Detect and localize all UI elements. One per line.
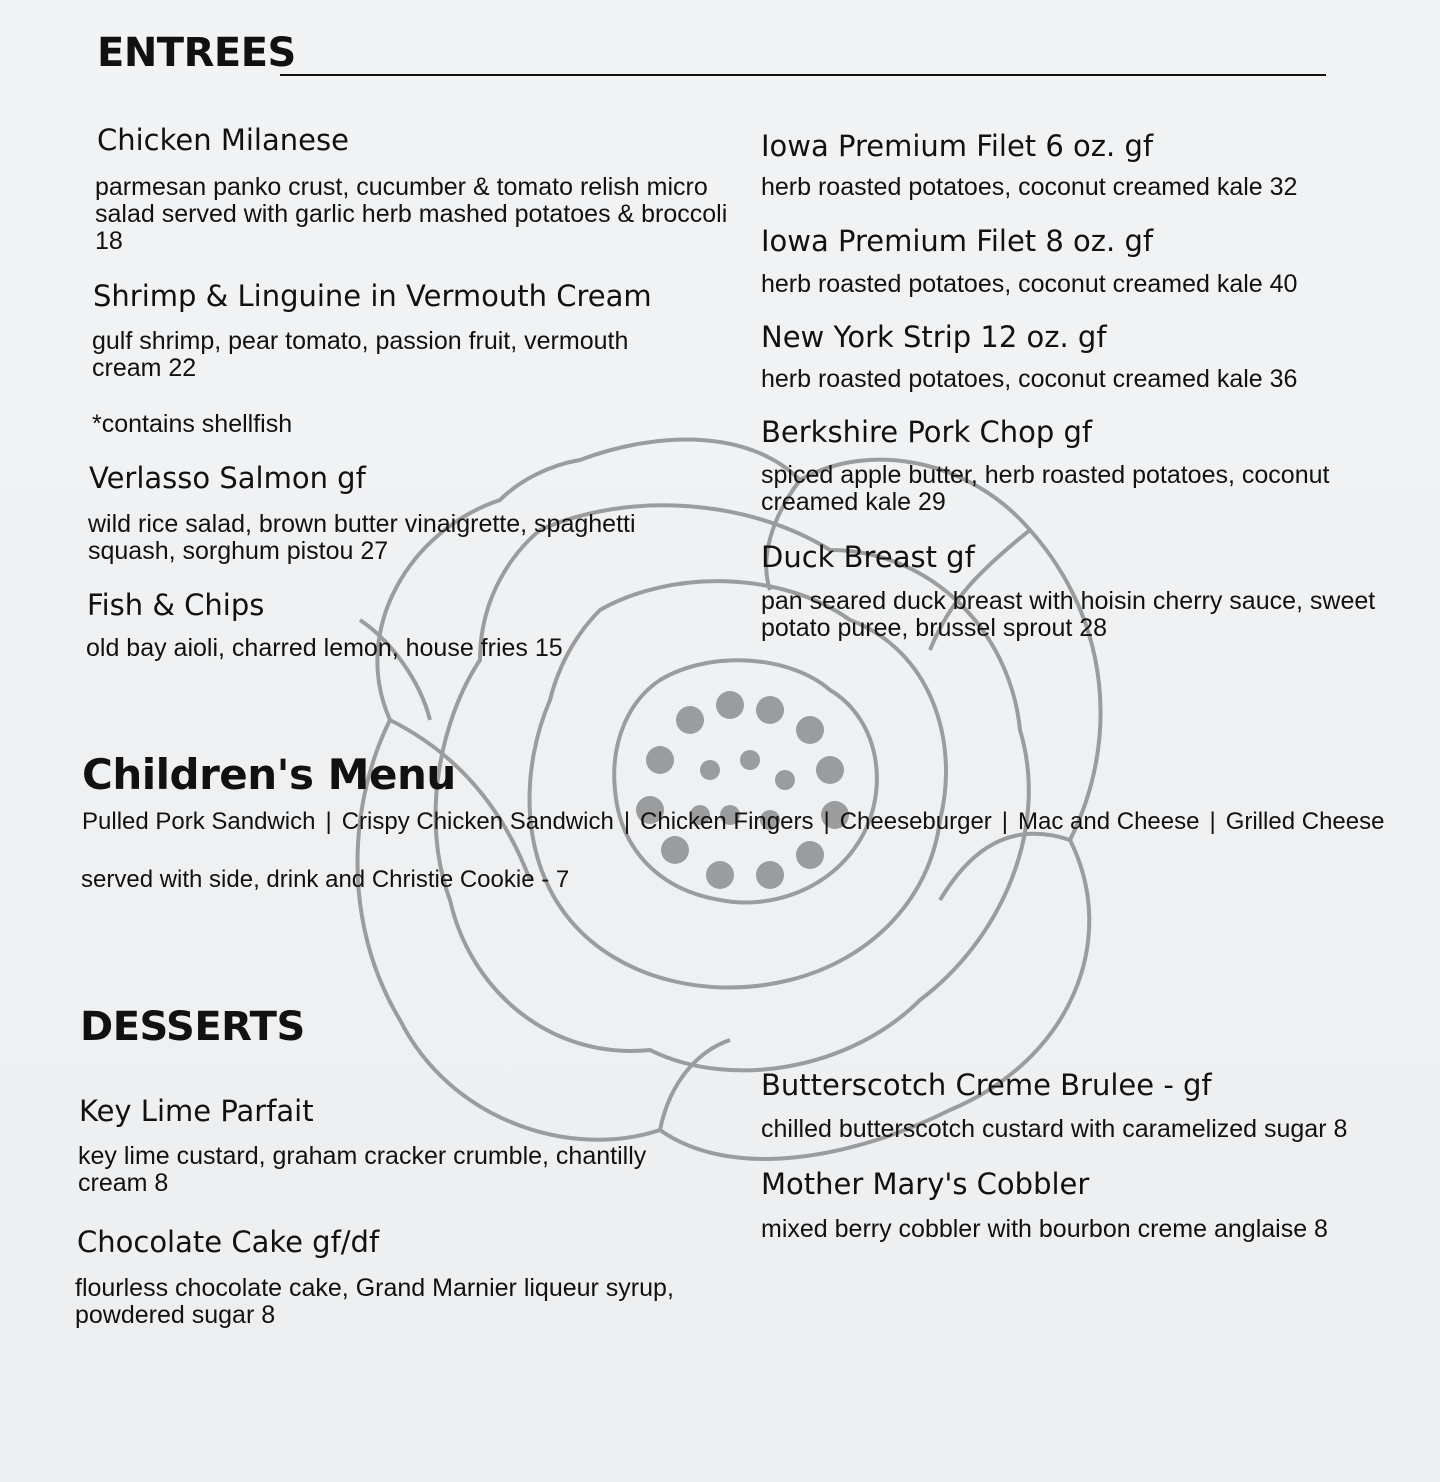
entree-name: Shrimp & Linguine in Vermouth Cream xyxy=(93,279,652,313)
dessert-desc: flourless chocolate cake, Grand Marnier liqueur syrup, powdered sugar 8 xyxy=(75,1274,674,1329)
entree-name: Duck Breast gf xyxy=(761,540,975,574)
dessert-name: Chocolate Cake gf/df xyxy=(77,1225,380,1259)
entree-desc: herb roasted potatoes, coconut creamed kale 36 xyxy=(761,365,1298,393)
entree-name: Iowa Premium Filet 6 oz. gf xyxy=(761,129,1154,163)
entree-name: Verlasso Salmon gf xyxy=(89,461,366,495)
entree-desc: old bay aioli, charred lemon, house fries 15 xyxy=(86,634,563,662)
entree-desc: spiced apple butter, herb roasted potatoes, coconut creamed kale 29 xyxy=(761,461,1330,516)
kids-item: Chicken Fingers xyxy=(640,808,814,835)
allergen-note: *contains shellfish xyxy=(92,410,293,438)
dessert-name: Butterscotch Creme Brulee - gf xyxy=(761,1068,1212,1102)
entrees-divider xyxy=(280,74,1326,76)
dessert-desc: chilled butterscotch custard with caramelized sugar 8 xyxy=(761,1115,1348,1143)
entree-name: Berkshire Pork Chop gf xyxy=(761,415,1093,449)
entree-name: New York Strip 12 oz. gf xyxy=(761,320,1107,354)
childrens-menu-note: served with side, drink and Christie Cookie - 7 xyxy=(81,866,570,893)
dessert-desc: mixed berry cobbler with bourbon creme anglaise 8 xyxy=(761,1215,1328,1243)
childrens-menu-items: Pulled Pork Sandwich | Crispy Chicken Sandwich | Chicken Fingers | Cheeseburger | Mac and Cheese | Grilled Cheese xyxy=(82,808,1385,835)
kids-item: Cheeseburger xyxy=(839,808,992,835)
entree-name: Fish & Chips xyxy=(87,588,265,622)
childrens-menu-heading: Children's Menu xyxy=(82,750,456,799)
dessert-desc: key lime custard, graham cracker crumble, chantilly cream 8 xyxy=(78,1142,647,1197)
entree-name: Iowa Premium Filet 8 oz. gf xyxy=(761,224,1154,258)
entree-desc: herb roasted potatoes, coconut creamed kale 32 xyxy=(761,173,1298,201)
kids-item: Crispy Chicken Sandwich xyxy=(341,808,614,835)
kids-item: Pulled Pork Sandwich xyxy=(82,808,316,835)
dessert-name: Key Lime Parfait xyxy=(79,1094,314,1128)
entree-desc: pan seared duck breast with hoisin cherry sauce, sweet potato puree, brussel sprout 28 xyxy=(761,587,1376,642)
dessert-name: Mother Mary's Cobbler xyxy=(761,1167,1090,1201)
desserts-heading: DESSERTS xyxy=(80,1004,305,1050)
entrees-heading: ENTREES xyxy=(97,30,296,76)
entree-desc: gulf shrimp, pear tomato, passion fruit, vermouth cream 22 xyxy=(92,327,629,382)
entree-name: Chicken Milanese xyxy=(97,123,349,157)
kids-item: Mac and Cheese xyxy=(1018,808,1200,835)
entree-desc: parmesan panko crust, cucumber & tomato relish micro salad served with garlic herb mashed potatoes & broccoli 18 xyxy=(95,173,728,255)
entree-desc: wild rice salad, brown butter vinaigrette, spaghetti squash, sorghum pistou 27 xyxy=(88,510,636,565)
kids-item: Grilled Cheese xyxy=(1225,808,1385,835)
entree-desc: herb roasted potatoes, coconut creamed kale 40 xyxy=(761,270,1298,298)
